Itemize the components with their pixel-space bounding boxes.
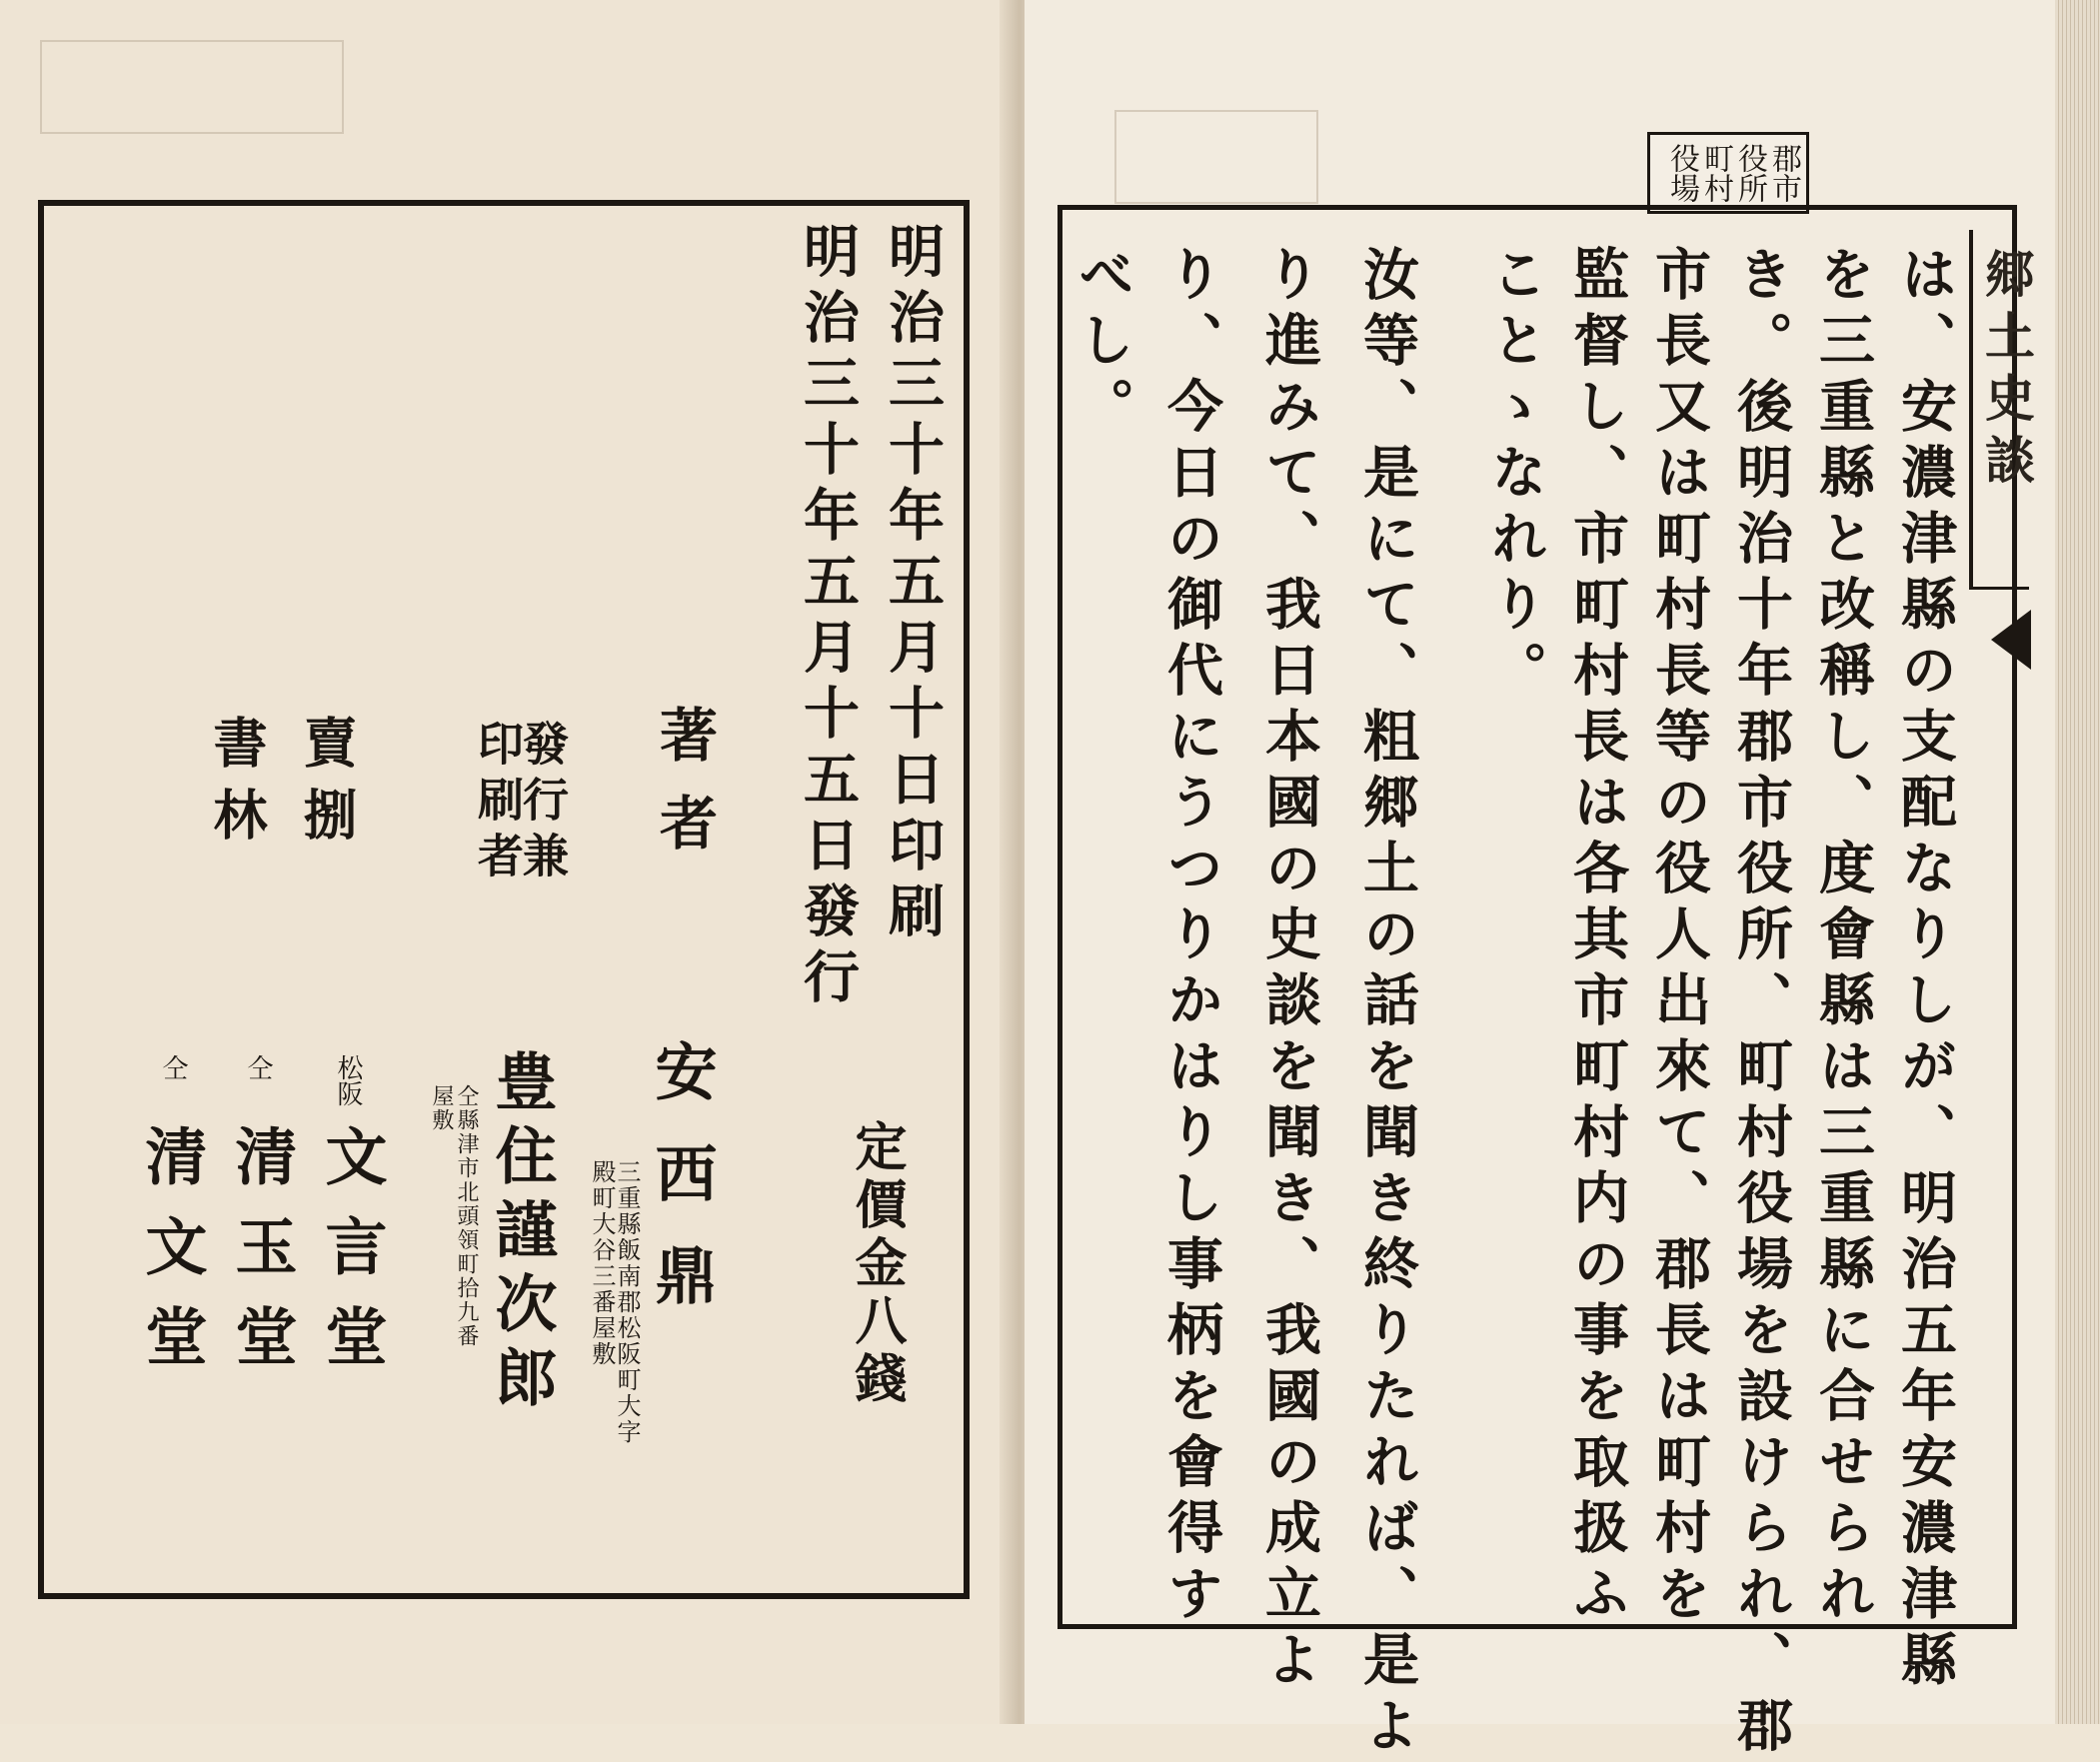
heading-note-4: 役場: [1664, 143, 1699, 203]
seller-place-3: 仝: [158, 1054, 188, 1080]
side-title: 郷土史談: [1977, 248, 2036, 496]
publisher-address-line-2: 屋敷: [429, 1084, 454, 1132]
heading-note-3: 町村: [1698, 143, 1733, 203]
text-column-9: り、今日の御代にうつりかはりし事柄を會得す: [1158, 245, 1224, 1630]
printed-date: 明治三十年五月十日印刷: [880, 222, 946, 947]
text-column-3: き。後明治十年郡市役所、町村役場を設けられ、郡: [1728, 245, 1794, 1762]
seller-label-line-1: 賣捌: [295, 715, 359, 859]
publisher-label-line-2: 印刷者: [471, 720, 525, 887]
faint-ink-bleed: [40, 40, 344, 134]
publisher-name: 豊住謹次郎: [485, 1049, 558, 1419]
seller-place-2: 仝: [243, 1054, 273, 1080]
fishtail-ornament: [1991, 610, 2031, 670]
text-column-1: は、安濃津縣の支配なりしが、明治五年安濃津縣: [1892, 245, 1958, 1696]
publisher-label-line-1: 發行兼: [516, 720, 570, 887]
seller-name-2: 清玉堂: [225, 1124, 298, 1394]
published-date: 明治三十年五月十五日發行: [795, 222, 861, 1013]
seller-place-1: 松阪: [333, 1054, 363, 1106]
seller-name-1: 文言堂: [315, 1124, 388, 1394]
heading-note-1: 郡市: [1766, 143, 1801, 203]
heading-note-box: [1647, 132, 1809, 214]
text-column-2: を三重縣と改稱し、度會縣は三重縣に合せられ: [1810, 245, 1876, 1630]
text-column-8: り進みて、我日本國の史談を聞き、我國の成立よ: [1256, 245, 1322, 1696]
text-column-10: べし。: [1069, 245, 1135, 443]
side-title-panel: [1969, 230, 2036, 590]
author-name: 安西鼎: [645, 1039, 718, 1345]
seller-name-3: 清文堂: [135, 1124, 208, 1394]
author-address-line-2: 殿町大谷三番屋敷: [588, 1159, 616, 1367]
author-label: 著者: [650, 705, 718, 881]
text-column-7: 汝等、是にて、粗郷土の話を聞き終りたれば、是よ: [1354, 245, 1420, 1762]
author-address-line-1: 三重縣飯南郡松阪町大字: [613, 1159, 641, 1445]
publisher-address-line-1: 仝縣津市北頭領町拾九番: [454, 1084, 479, 1348]
page-edges: [2055, 0, 2100, 1724]
seller-label-line-2: 書林: [205, 715, 269, 859]
heading-note-2: 役所: [1732, 143, 1767, 203]
text-column-6: ことゝなれり。: [1482, 245, 1548, 707]
price: 定價金八錢: [846, 1119, 907, 1409]
text-column-5: 監督し、市町村長は各其市町村内の事を取扱ふ: [1564, 245, 1630, 1630]
text-column-4: 市長又は町村長等の役人出來て、郡長は町村を: [1646, 245, 1712, 1630]
faint-stamp-showthrough: [1114, 110, 1318, 204]
left-page: [0, 0, 1010, 1724]
